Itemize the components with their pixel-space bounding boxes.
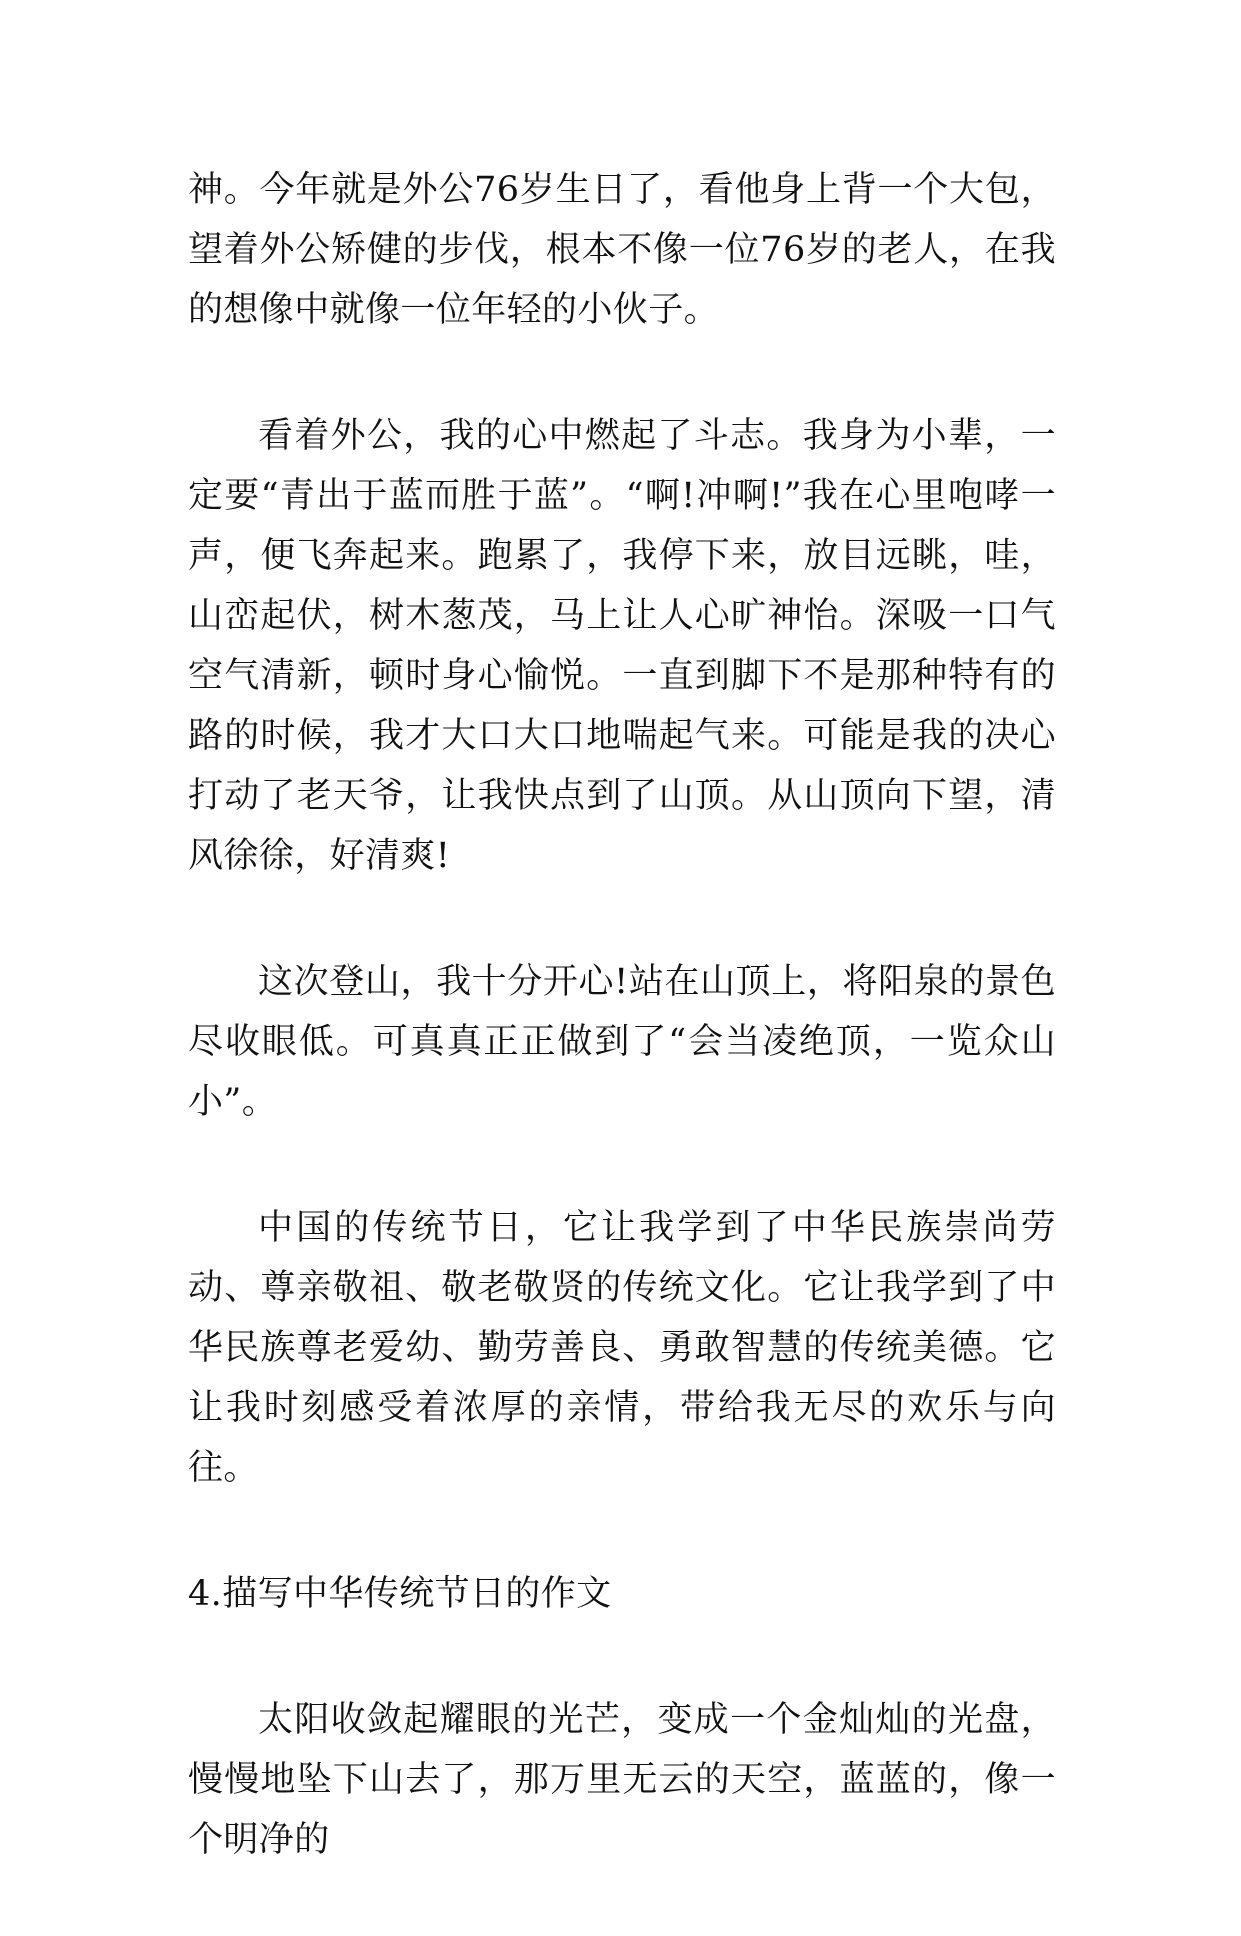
- paragraph-climbing: 看着外公，我的心中燃起了斗志。我身为小辈，一定要“青出于蓝而胜于蓝”。“啊!冲啊!”我在心里咆哮一声，便飞奔起来。跑累了，我停下来，放目远眺，哇，山峦起伏，树木葱茂，马上让人心旷神怡。深吸一口气空气清新，顿时身心愉悦。一直到脚下不是那种特有的路的时候，我才大口大口地喘起气来。可能是我的决心打动了老天爷，让我快点到了山顶。从山顶向下望，清风徐徐，好清爽!: [188, 416, 1056, 876]
- paragraph-sunset: 太阳收敛起耀眼的光芒，变成一个金灿灿的光盘，慢慢地坠下山去了，那万里无云的天空，蓝蓝的，像一个明净的: [188, 1700, 1056, 1860]
- paragraph-birthday: 神。今年就是外公76岁生日了，看他身上背一个大包，望着外公矫健的步伐，根本不像一位76岁的老人，在我的想像中就像一位年轻的小伙子。: [188, 170, 1056, 330]
- document-body: [188, 160, 1056, 1936]
- paragraph-summit: 这次登山，我十分开心!站在山顶上，将阳泉的景色尽收眼低。可真真正正做到了“会当凌绝顶，一览众山小”。: [188, 962, 1056, 1122]
- paragraph-tradition: 中国的传统节日，它让我学到了中华民族崇尚劳动、尊亲敬祖、敬老敬贤的传统文化。它让我学到了中华民族尊老爱幼、勤劳善良、勇敢智慧的传统美德。它让我时刻感受着浓厚的亲情，带给我无尽的欢乐与向往。: [188, 1208, 1056, 1488]
- section-heading: 4.描写中华传统节日的作文: [188, 1574, 612, 1614]
